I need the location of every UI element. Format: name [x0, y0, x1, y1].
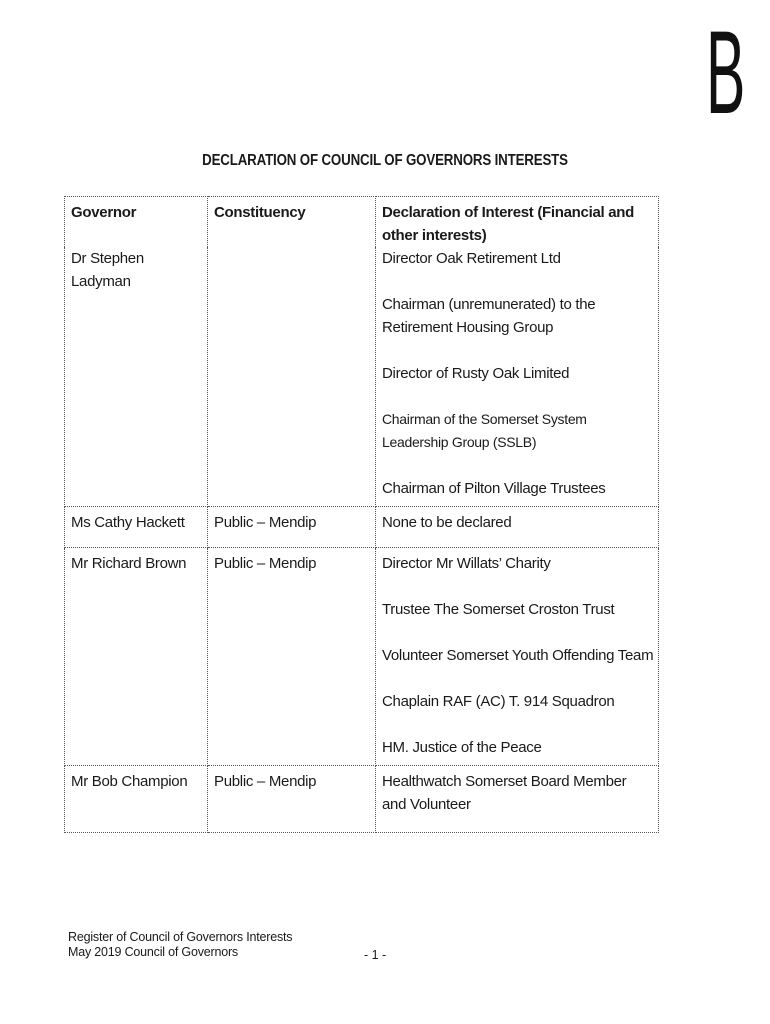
interest-item: HM. Justice of the Peace [382, 739, 542, 756]
interests-cell [376, 507, 659, 548]
interest-item: Director Mr Willats’ Charity [382, 555, 551, 572]
constituency-cell: Public – Mendip [208, 766, 376, 833]
table-row [65, 507, 659, 548]
footer-register-line: Register of Council of Governors Interests [68, 930, 293, 944]
interest-item: Healthwatch Somerset Board Member and Volunteer [382, 773, 627, 813]
header-governor: Governor [65, 197, 208, 248]
interest-item: Chairman of Pilton Village Trustees [382, 480, 606, 497]
footer [68, 930, 292, 960]
interest-item: Chairman of the Somerset System Leadership Group (SSLB) [382, 411, 587, 450]
page-title: DECLARATION OF COUNCIL OF GOVERNORS INTERESTS [202, 152, 568, 169]
interests-cell [376, 766, 659, 833]
interest-item: Chaplain RAF (AC) T. 914 Squadron [382, 693, 615, 710]
constituency-cell: Public – Mendip [208, 507, 376, 548]
interest-item: Volunteer Somerset Youth Offending Team [382, 647, 654, 664]
governor-cell: Mr Bob Champion [65, 766, 208, 833]
constituency-cell [208, 247, 376, 507]
header-declaration: Declaration of Interest (Financial and other interests) [376, 197, 659, 248]
table-row [65, 548, 659, 766]
header-constituency: Constituency [208, 197, 376, 248]
page-number: - 1 - [364, 948, 387, 962]
footer-meeting-line: May 2019 Council of Governors [68, 945, 238, 959]
appendix-letter: B [706, 7, 746, 139]
governor-cell: Ms Cathy Hackett [65, 507, 208, 548]
interest-item: Trustee The Somerset Croston Trust [382, 601, 615, 618]
interest-item: Director of Rusty Oak Limited [382, 365, 570, 382]
interests-cell [376, 247, 659, 507]
interest-item: Director Oak Retirement Ltd [382, 250, 561, 267]
table-row [65, 766, 659, 833]
table-header-row [65, 197, 659, 248]
table-row [65, 247, 659, 507]
interest-item: Chairman (unremunerated) to the Retirement Housing Group [382, 296, 596, 336]
interests-table [64, 196, 659, 833]
governor-cell: Dr Stephen Ladyman [65, 247, 208, 507]
interests-cell [376, 548, 659, 766]
interest-item: None to be declared [382, 514, 512, 531]
governor-cell: Mr Richard Brown [65, 548, 208, 766]
constituency-cell: Public – Mendip [208, 548, 376, 766]
